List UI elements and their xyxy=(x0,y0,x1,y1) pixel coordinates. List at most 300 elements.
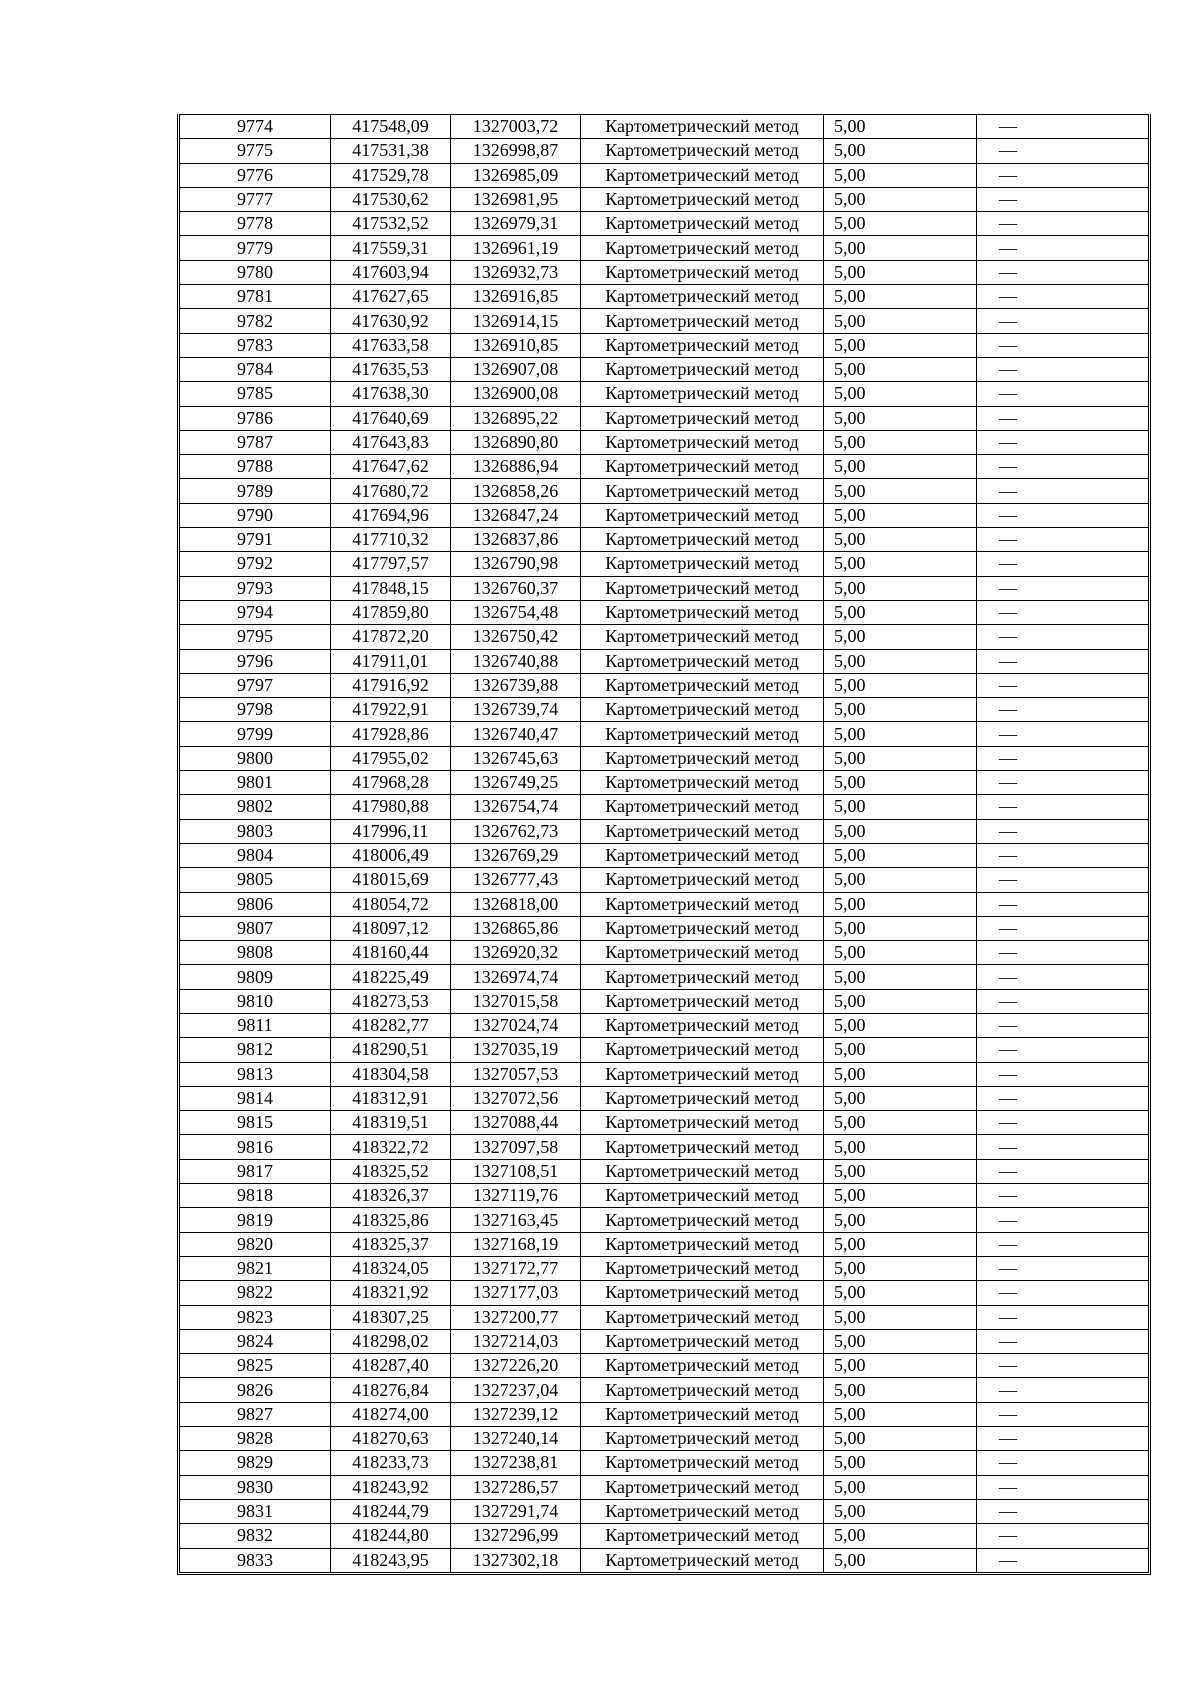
point-number-cell: 9792 xyxy=(180,552,331,576)
point-number-cell: 9788 xyxy=(180,455,331,479)
coordinate-x-cell: 418282,77 xyxy=(331,1013,451,1037)
coordinate-x-cell: 417996,11 xyxy=(331,819,451,843)
coordinate-x-cell: 418270,63 xyxy=(331,1427,451,1451)
accuracy-cell: 5,00 xyxy=(824,1499,977,1523)
coordinate-x-cell: 417530,62 xyxy=(331,187,451,211)
coordinate-y-cell: 1326974,74 xyxy=(451,965,581,989)
coordinate-x-cell: 417532,52 xyxy=(331,212,451,236)
point-number-cell: 9794 xyxy=(180,600,331,624)
table-row xyxy=(180,795,1148,819)
coordinate-x-cell: 417797,57 xyxy=(331,552,451,576)
method-cell: Картометрический метод xyxy=(581,1548,824,1572)
coordinate-y-cell: 1326914,15 xyxy=(451,309,581,333)
description-cell: — xyxy=(977,868,1149,892)
coordinate-x-cell: 418322,72 xyxy=(331,1135,451,1159)
coordinate-x-cell: 417928,86 xyxy=(331,722,451,746)
coordinate-y-cell: 1327291,74 xyxy=(451,1499,581,1523)
description-cell: — xyxy=(977,1524,1149,1548)
coordinate-y-cell: 1326818,00 xyxy=(451,892,581,916)
description-cell: — xyxy=(977,212,1149,236)
coordinate-x-cell: 418324,05 xyxy=(331,1256,451,1280)
point-number-cell: 9805 xyxy=(180,868,331,892)
method-cell: Картометрический метод xyxy=(581,892,824,916)
point-number-cell: 9808 xyxy=(180,941,331,965)
table-row xyxy=(180,1402,1148,1426)
coordinate-y-cell: 1326769,29 xyxy=(451,843,581,867)
coordinate-y-cell: 1326740,88 xyxy=(451,649,581,673)
table-row xyxy=(180,1111,1148,1135)
description-cell: — xyxy=(977,795,1149,819)
accuracy-cell: 5,00 xyxy=(824,163,977,187)
point-number-cell: 9793 xyxy=(180,576,331,600)
accuracy-cell: 5,00 xyxy=(824,1256,977,1280)
coordinate-x-cell: 417640,69 xyxy=(331,406,451,430)
point-number-cell: 9820 xyxy=(180,1232,331,1256)
coordinate-y-cell: 1326837,86 xyxy=(451,528,581,552)
coordinate-x-cell: 417694,96 xyxy=(331,503,451,527)
accuracy-cell: 5,00 xyxy=(824,1281,977,1305)
accuracy-cell: 5,00 xyxy=(824,357,977,381)
point-number-cell: 9786 xyxy=(180,406,331,430)
table-row xyxy=(180,552,1148,576)
description-cell: — xyxy=(977,1232,1149,1256)
coordinate-x-cell: 417647,62 xyxy=(331,455,451,479)
point-number-cell: 9780 xyxy=(180,260,331,284)
accuracy-cell: 5,00 xyxy=(824,1013,977,1037)
coordinate-y-cell: 1327088,44 xyxy=(451,1111,581,1135)
table-row xyxy=(180,115,1148,139)
method-cell: Картометрический метод xyxy=(581,528,824,552)
coordinate-x-cell: 417627,65 xyxy=(331,285,451,309)
accuracy-cell: 5,00 xyxy=(824,333,977,357)
accuracy-cell: 5,00 xyxy=(824,1451,977,1475)
table-row xyxy=(180,868,1148,892)
accuracy-cell: 5,00 xyxy=(824,1135,977,1159)
accuracy-cell: 5,00 xyxy=(824,698,977,722)
coordinate-y-cell: 1326981,95 xyxy=(451,187,581,211)
coordinate-x-cell: 418325,52 xyxy=(331,1159,451,1183)
coordinate-x-cell: 418325,37 xyxy=(331,1232,451,1256)
method-cell: Картометрический метод xyxy=(581,1329,824,1353)
table-row xyxy=(180,1427,1148,1451)
table-row xyxy=(180,916,1148,940)
table-row xyxy=(180,1159,1148,1183)
method-cell: Картометрический метод xyxy=(581,989,824,1013)
description-cell: — xyxy=(977,722,1149,746)
coordinate-x-cell: 418273,53 xyxy=(331,989,451,1013)
table-row xyxy=(180,1135,1148,1159)
coordinate-y-cell: 1327238,81 xyxy=(451,1451,581,1475)
method-cell: Картометрический метод xyxy=(581,1305,824,1329)
accuracy-cell: 5,00 xyxy=(824,260,977,284)
point-number-cell: 9776 xyxy=(180,163,331,187)
table-row xyxy=(180,625,1148,649)
table-row xyxy=(180,333,1148,357)
table-row xyxy=(180,1329,1148,1353)
method-cell: Картометрический метод xyxy=(581,1256,824,1280)
description-cell: — xyxy=(977,576,1149,600)
point-number-cell: 9775 xyxy=(180,139,331,163)
point-number-cell: 9791 xyxy=(180,528,331,552)
method-cell: Картометрический метод xyxy=(581,285,824,309)
coordinate-x-cell: 417710,32 xyxy=(331,528,451,552)
description-cell: — xyxy=(977,916,1149,940)
description-cell: — xyxy=(977,430,1149,454)
description-cell: — xyxy=(977,455,1149,479)
point-number-cell: 9789 xyxy=(180,479,331,503)
accuracy-cell: 5,00 xyxy=(824,1427,977,1451)
accuracy-cell: 5,00 xyxy=(824,600,977,624)
description-cell: — xyxy=(977,941,1149,965)
accuracy-cell: 5,00 xyxy=(824,649,977,673)
point-number-cell: 9813 xyxy=(180,1062,331,1086)
coordinate-x-cell: 418287,40 xyxy=(331,1354,451,1378)
accuracy-cell: 5,00 xyxy=(824,965,977,989)
accuracy-cell: 5,00 xyxy=(824,455,977,479)
description-cell: — xyxy=(977,163,1149,187)
point-number-cell: 9801 xyxy=(180,771,331,795)
coordinate-x-cell: 418243,92 xyxy=(331,1475,451,1499)
description-cell: — xyxy=(977,333,1149,357)
description-cell: — xyxy=(977,260,1149,284)
accuracy-cell: 5,00 xyxy=(824,212,977,236)
coordinate-x-cell: 417680,72 xyxy=(331,479,451,503)
table-row xyxy=(180,285,1148,309)
method-cell: Картометрический метод xyxy=(581,1159,824,1183)
accuracy-cell: 5,00 xyxy=(824,1208,977,1232)
method-cell: Картометрический метод xyxy=(581,430,824,454)
description-cell: — xyxy=(977,600,1149,624)
coordinate-y-cell: 1326762,73 xyxy=(451,819,581,843)
accuracy-cell: 5,00 xyxy=(824,236,977,260)
point-number-cell: 9785 xyxy=(180,382,331,406)
table-row xyxy=(180,819,1148,843)
coordinate-y-cell: 1327237,04 xyxy=(451,1378,581,1402)
coordinate-y-cell: 1327168,19 xyxy=(451,1232,581,1256)
coordinate-y-cell: 1327239,12 xyxy=(451,1402,581,1426)
accuracy-cell: 5,00 xyxy=(824,1402,977,1426)
accuracy-cell: 5,00 xyxy=(824,1111,977,1135)
method-cell: Картометрический метод xyxy=(581,746,824,770)
table-row xyxy=(180,1281,1148,1305)
accuracy-cell: 5,00 xyxy=(824,746,977,770)
description-cell: — xyxy=(977,382,1149,406)
description-cell: — xyxy=(977,1427,1149,1451)
description-cell: — xyxy=(977,1451,1149,1475)
point-number-cell: 9787 xyxy=(180,430,331,454)
table-row xyxy=(180,309,1148,333)
table-row xyxy=(180,212,1148,236)
accuracy-cell: 5,00 xyxy=(824,1524,977,1548)
point-number-cell: 9784 xyxy=(180,357,331,381)
coordinate-y-cell: 1327296,99 xyxy=(451,1524,581,1548)
coordinate-x-cell: 417643,83 xyxy=(331,430,451,454)
accuracy-cell: 5,00 xyxy=(824,382,977,406)
accuracy-cell: 5,00 xyxy=(824,139,977,163)
description-cell: — xyxy=(977,673,1149,697)
coordinate-y-cell: 1326961,19 xyxy=(451,236,581,260)
coordinate-y-cell: 1326745,63 xyxy=(451,746,581,770)
coordinate-y-cell: 1326739,74 xyxy=(451,698,581,722)
method-cell: Картометрический метод xyxy=(581,552,824,576)
coordinate-y-cell: 1326754,48 xyxy=(451,600,581,624)
coordinate-x-cell: 418054,72 xyxy=(331,892,451,916)
coordinate-y-cell: 1326865,86 xyxy=(451,916,581,940)
coordinate-y-cell: 1327226,20 xyxy=(451,1354,581,1378)
description-cell: — xyxy=(977,819,1149,843)
accuracy-cell: 5,00 xyxy=(824,1159,977,1183)
table-row xyxy=(180,1499,1148,1523)
table-row xyxy=(180,163,1148,187)
method-cell: Картометрический метод xyxy=(581,1232,824,1256)
description-cell: — xyxy=(977,698,1149,722)
point-number-cell: 9831 xyxy=(180,1499,331,1523)
accuracy-cell: 5,00 xyxy=(824,819,977,843)
coordinate-y-cell: 1326890,80 xyxy=(451,430,581,454)
point-number-cell: 9824 xyxy=(180,1329,331,1353)
description-cell: — xyxy=(977,1499,1149,1523)
method-cell: Картометрический метод xyxy=(581,455,824,479)
method-cell: Картометрический метод xyxy=(581,236,824,260)
point-number-cell: 9829 xyxy=(180,1451,331,1475)
description-cell: — xyxy=(977,1378,1149,1402)
table-row xyxy=(180,1062,1148,1086)
accuracy-cell: 5,00 xyxy=(824,625,977,649)
coordinate-x-cell: 417859,80 xyxy=(331,600,451,624)
method-cell: Картометрический метод xyxy=(581,576,824,600)
table-row xyxy=(180,843,1148,867)
point-number-cell: 9797 xyxy=(180,673,331,697)
table-row xyxy=(180,576,1148,600)
accuracy-cell: 5,00 xyxy=(824,1329,977,1353)
description-cell: — xyxy=(977,1329,1149,1353)
table-row xyxy=(180,1378,1148,1402)
description-cell: — xyxy=(977,1184,1149,1208)
description-cell: — xyxy=(977,479,1149,503)
coordinates-table xyxy=(180,114,1148,1572)
accuracy-cell: 5,00 xyxy=(824,1305,977,1329)
accuracy-cell: 5,00 xyxy=(824,1378,977,1402)
point-number-cell: 9826 xyxy=(180,1378,331,1402)
method-cell: Картометрический метод xyxy=(581,868,824,892)
description-cell: — xyxy=(977,552,1149,576)
table-row xyxy=(180,1524,1148,1548)
coordinate-x-cell: 417638,30 xyxy=(331,382,451,406)
accuracy-cell: 5,00 xyxy=(824,941,977,965)
method-cell: Картометрический метод xyxy=(581,843,824,867)
table-row xyxy=(180,1354,1148,1378)
description-cell: — xyxy=(977,1305,1149,1329)
method-cell: Картометрический метод xyxy=(581,212,824,236)
table-row xyxy=(180,698,1148,722)
method-cell: Картометрический метод xyxy=(581,1281,824,1305)
point-number-cell: 9817 xyxy=(180,1159,331,1183)
description-cell: — xyxy=(977,1111,1149,1135)
coordinate-x-cell: 417529,78 xyxy=(331,163,451,187)
point-number-cell: 9799 xyxy=(180,722,331,746)
coordinate-x-cell: 418244,79 xyxy=(331,1499,451,1523)
description-cell: — xyxy=(977,989,1149,1013)
description-cell: — xyxy=(977,843,1149,867)
point-number-cell: 9790 xyxy=(180,503,331,527)
coordinate-x-cell: 418276,84 xyxy=(331,1378,451,1402)
coordinate-x-cell: 418290,51 xyxy=(331,1038,451,1062)
coordinate-y-cell: 1327302,18 xyxy=(451,1548,581,1572)
table-row xyxy=(180,406,1148,430)
method-cell: Картометрический метод xyxy=(581,1451,824,1475)
method-cell: Картометрический метод xyxy=(581,673,824,697)
coordinate-x-cell: 417633,58 xyxy=(331,333,451,357)
point-number-cell: 9811 xyxy=(180,1013,331,1037)
coordinate-x-cell: 418006,49 xyxy=(331,843,451,867)
accuracy-cell: 5,00 xyxy=(824,916,977,940)
point-number-cell: 9825 xyxy=(180,1354,331,1378)
coordinate-x-cell: 418097,12 xyxy=(331,916,451,940)
table-row xyxy=(180,187,1148,211)
coordinate-y-cell: 1327024,74 xyxy=(451,1013,581,1037)
accuracy-cell: 5,00 xyxy=(824,406,977,430)
point-number-cell: 9807 xyxy=(180,916,331,940)
coordinate-y-cell: 1326895,22 xyxy=(451,406,581,430)
coordinate-y-cell: 1327177,03 xyxy=(451,1281,581,1305)
method-cell: Картометрический метод xyxy=(581,357,824,381)
description-cell: — xyxy=(977,139,1149,163)
point-number-cell: 9822 xyxy=(180,1281,331,1305)
coordinate-y-cell: 1327097,58 xyxy=(451,1135,581,1159)
method-cell: Картометрический метод xyxy=(581,260,824,284)
point-number-cell: 9803 xyxy=(180,819,331,843)
table-row xyxy=(180,673,1148,697)
table-row xyxy=(180,600,1148,624)
description-cell: — xyxy=(977,1135,1149,1159)
table-row xyxy=(180,503,1148,527)
point-number-cell: 9821 xyxy=(180,1256,331,1280)
point-number-cell: 9816 xyxy=(180,1135,331,1159)
table-row xyxy=(180,1208,1148,1232)
method-cell: Картометрический метод xyxy=(581,698,824,722)
coordinate-x-cell: 418307,25 xyxy=(331,1305,451,1329)
method-cell: Картометрический метод xyxy=(581,941,824,965)
method-cell: Картометрический метод xyxy=(581,1524,824,1548)
table-row xyxy=(180,965,1148,989)
coordinate-x-cell: 418321,92 xyxy=(331,1281,451,1305)
description-cell: — xyxy=(977,1354,1149,1378)
accuracy-cell: 5,00 xyxy=(824,552,977,576)
table-row xyxy=(180,892,1148,916)
table-row xyxy=(180,430,1148,454)
table-row xyxy=(180,771,1148,795)
coordinate-y-cell: 1326749,25 xyxy=(451,771,581,795)
coordinate-y-cell: 1326777,43 xyxy=(451,868,581,892)
coordinate-x-cell: 418274,00 xyxy=(331,1402,451,1426)
method-cell: Картометрический метод xyxy=(581,819,824,843)
point-number-cell: 9778 xyxy=(180,212,331,236)
method-cell: Картометрический метод xyxy=(581,916,824,940)
coordinate-x-cell: 418160,44 xyxy=(331,941,451,965)
point-number-cell: 9800 xyxy=(180,746,331,770)
table-row xyxy=(180,722,1148,746)
coordinate-y-cell: 1327035,19 xyxy=(451,1038,581,1062)
coordinate-y-cell: 1326739,88 xyxy=(451,673,581,697)
coordinate-y-cell: 1327286,57 xyxy=(451,1475,581,1499)
table-row xyxy=(180,139,1148,163)
table-row xyxy=(180,989,1148,1013)
coordinate-x-cell: 418233,73 xyxy=(331,1451,451,1475)
coordinate-y-cell: 1326740,47 xyxy=(451,722,581,746)
point-number-cell: 9828 xyxy=(180,1427,331,1451)
coordinate-y-cell: 1327015,58 xyxy=(451,989,581,1013)
method-cell: Картометрический метод xyxy=(581,965,824,989)
coordinate-y-cell: 1327072,56 xyxy=(451,1086,581,1110)
coordinate-y-cell: 1326847,24 xyxy=(451,503,581,527)
method-cell: Картометрический метод xyxy=(581,1208,824,1232)
table-row xyxy=(180,1038,1148,1062)
method-cell: Картометрический метод xyxy=(581,187,824,211)
coordinate-x-cell: 417922,91 xyxy=(331,698,451,722)
description-cell: — xyxy=(977,503,1149,527)
coordinate-y-cell: 1326979,31 xyxy=(451,212,581,236)
table-row xyxy=(180,1086,1148,1110)
point-number-cell: 9833 xyxy=(180,1548,331,1572)
point-number-cell: 9774 xyxy=(180,115,331,139)
point-number-cell: 9806 xyxy=(180,892,331,916)
table-row xyxy=(180,1475,1148,1499)
method-cell: Картометрический метод xyxy=(581,115,824,139)
coordinate-y-cell: 1327172,77 xyxy=(451,1256,581,1280)
accuracy-cell: 5,00 xyxy=(824,1475,977,1499)
method-cell: Картометрический метод xyxy=(581,722,824,746)
coordinate-x-cell: 418243,95 xyxy=(331,1548,451,1572)
coordinate-y-cell: 1327119,76 xyxy=(451,1184,581,1208)
coordinate-y-cell: 1326985,09 xyxy=(451,163,581,187)
coordinate-x-cell: 417955,02 xyxy=(331,746,451,770)
coordinate-x-cell: 417848,15 xyxy=(331,576,451,600)
coordinate-x-cell: 417559,31 xyxy=(331,236,451,260)
coordinate-y-cell: 1326790,98 xyxy=(451,552,581,576)
coordinate-x-cell: 417911,01 xyxy=(331,649,451,673)
method-cell: Картометрический метод xyxy=(581,333,824,357)
point-number-cell: 9777 xyxy=(180,187,331,211)
coordinate-y-cell: 1326932,73 xyxy=(451,260,581,284)
accuracy-cell: 5,00 xyxy=(824,722,977,746)
coordinate-y-cell: 1326916,85 xyxy=(451,285,581,309)
coordinates-table-body xyxy=(180,115,1148,1572)
coordinate-x-cell: 417968,28 xyxy=(331,771,451,795)
point-number-cell: 9779 xyxy=(180,236,331,260)
coordinate-y-cell: 1326920,32 xyxy=(451,941,581,965)
coordinate-x-cell: 417916,92 xyxy=(331,673,451,697)
method-cell: Картометрический метод xyxy=(581,625,824,649)
coordinate-y-cell: 1326907,08 xyxy=(451,357,581,381)
accuracy-cell: 5,00 xyxy=(824,989,977,1013)
point-number-cell: 9795 xyxy=(180,625,331,649)
description-cell: — xyxy=(977,285,1149,309)
coordinate-x-cell: 418015,69 xyxy=(331,868,451,892)
description-cell: — xyxy=(977,1475,1149,1499)
coordinate-x-cell: 418304,58 xyxy=(331,1062,451,1086)
method-cell: Картометрический метод xyxy=(581,163,824,187)
coordinate-y-cell: 1326998,87 xyxy=(451,139,581,163)
coordinate-y-cell: 1327200,77 xyxy=(451,1305,581,1329)
point-number-cell: 9815 xyxy=(180,1111,331,1135)
point-number-cell: 9796 xyxy=(180,649,331,673)
method-cell: Картометрический метод xyxy=(581,503,824,527)
point-number-cell: 9830 xyxy=(180,1475,331,1499)
method-cell: Картометрический метод xyxy=(581,1378,824,1402)
point-number-cell: 9782 xyxy=(180,309,331,333)
description-cell: — xyxy=(977,528,1149,552)
method-cell: Картометрический метод xyxy=(581,1427,824,1451)
